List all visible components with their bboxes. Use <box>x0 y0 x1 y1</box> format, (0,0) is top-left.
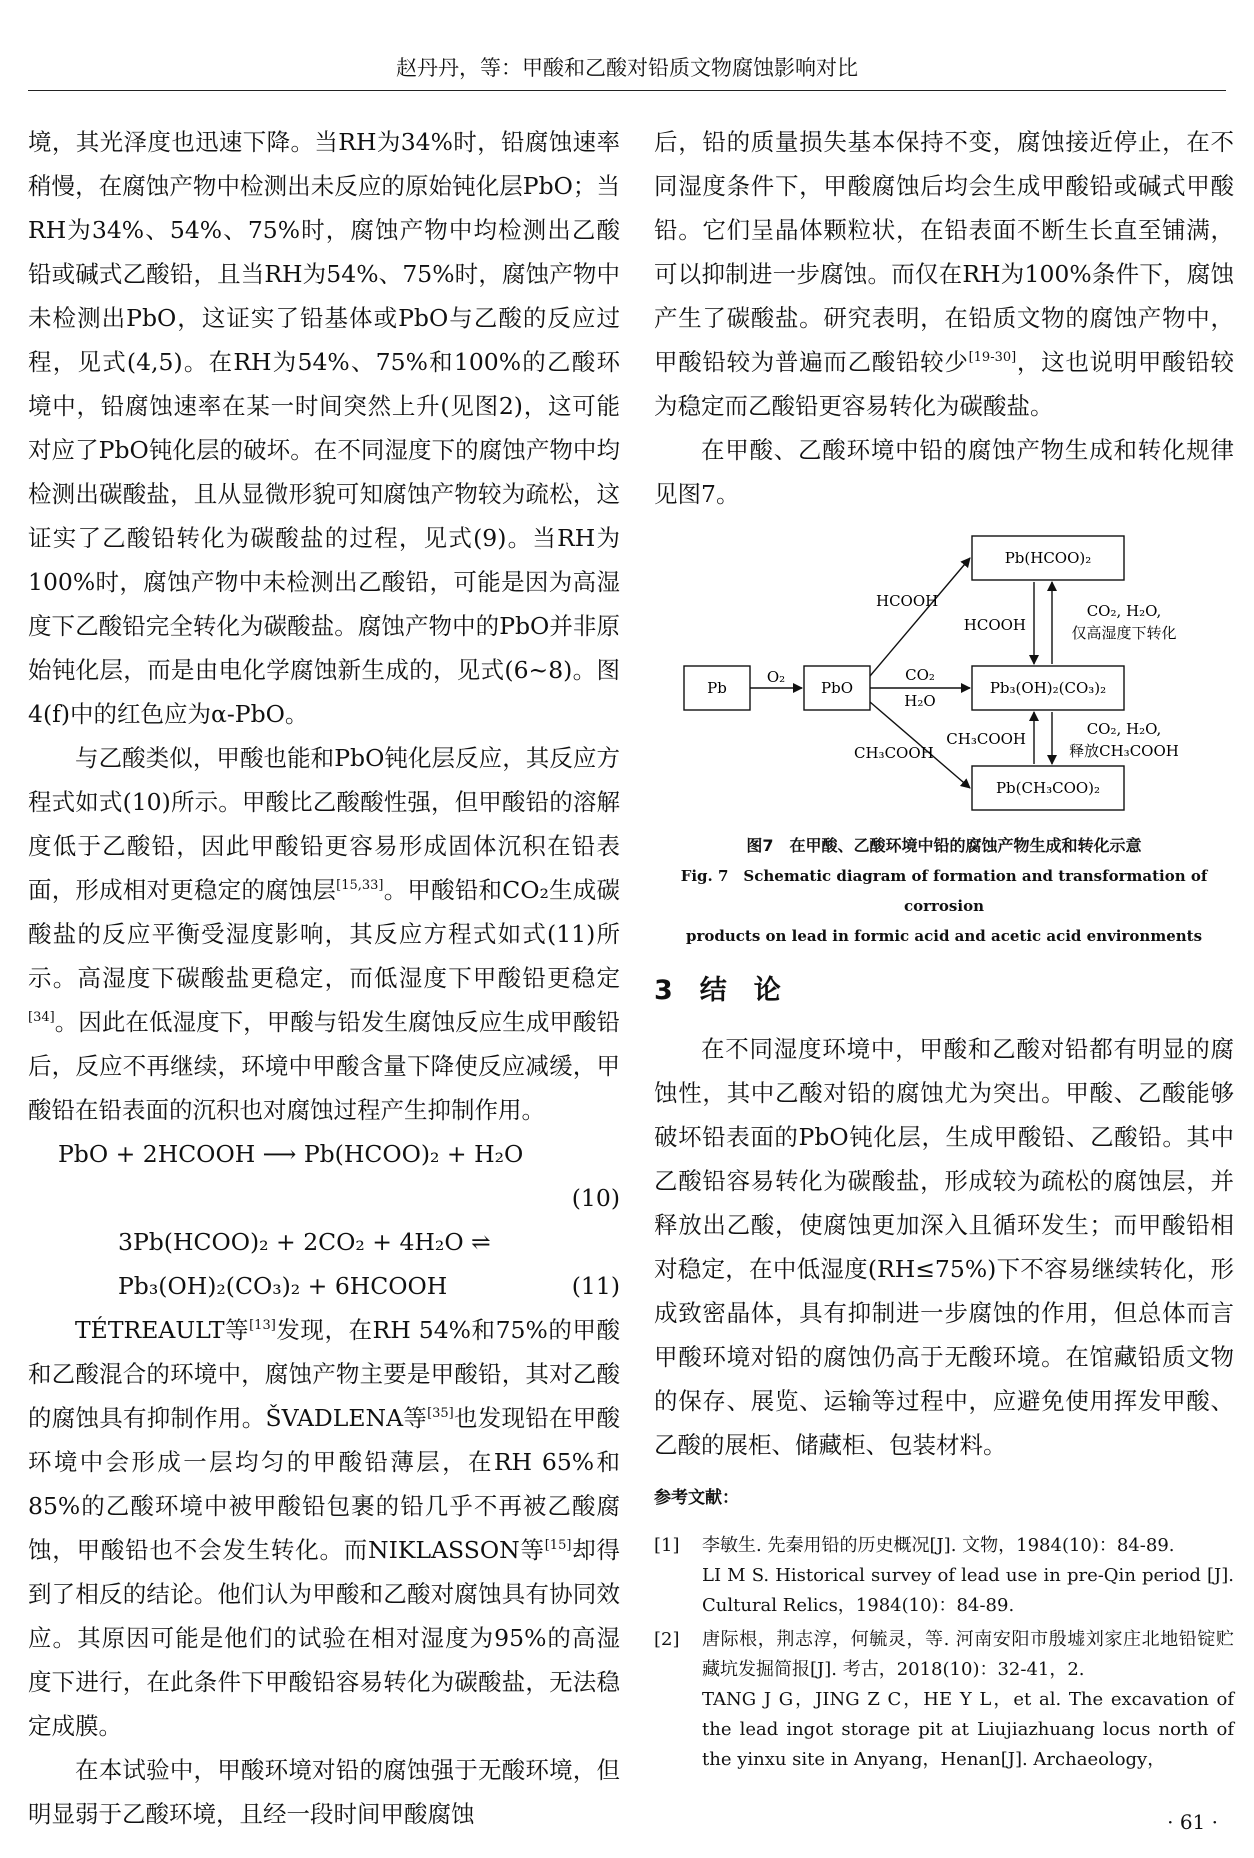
reference-item <box>654 1531 1234 1621</box>
label-hcooh: HCOOH <box>876 592 939 610</box>
corrosion-diagram <box>654 526 1234 831</box>
figure-7 <box>654 526 1234 831</box>
page-number: · 61 · <box>1167 1810 1218 1834</box>
equation-10-number-row <box>28 1176 620 1220</box>
right-paragraph-2: 在甲酸、乙酸环境中铅的腐蚀产物生成和转化规律见图7。 <box>654 436 1234 508</box>
left-paragraph-4: 在本试验中，甲酸环境对铅的腐蚀强于无酸环境，但明显弱于乙酸环境，且经一段时间甲酸腐蚀 <box>28 1756 620 1828</box>
citation: [35] <box>427 1406 454 1422</box>
citation: [15] <box>544 1538 572 1554</box>
figure-caption-en-2: products on lead in formic acid and acetic acid environments <box>685 927 1203 945</box>
label-hcooh-release: HCOOH <box>963 616 1026 634</box>
reference-cn: 唐际根，荆志淳，何毓灵，等. 河南安阳市殷墟刘家庄北地铅锭贮藏坑发掘简报[J]. 考古，2018(10)：32-41，2. <box>702 1629 1234 1680</box>
node-carbonate-label: Pb₃(OH)₂(CO₃)₂ <box>989 679 1107 697</box>
citation: [19-30] <box>968 350 1017 366</box>
left-paragraph-2: 与乙酸类似，甲酸也能和PbO钝化层反应，其反应方程式如式(10)所示。甲酸比乙酸酸性强，但甲酸铅的溶解度低于乙酸铅，因此甲酸铅更容易形成固体沉积在铅表面，形成相对更稳定的腐蚀层[15,33]。甲酸铅和CO₂生成碳酸盐的反应平衡受湿度影响，其反应方程式如式(11)所示。高湿度下碳酸盐更稳定，而低湿度下甲酸铅更稳定[34]。因此在低湿度下，甲酸与铅发生腐蚀反应生成甲酸铅后，反应不再继续，环境中甲酸含量下降使反应减缓，甲酸铅在铅表面的沉积也对腐蚀过程产生抑制作用。 <box>28 744 621 1124</box>
left-paragraph-1: 境，其光泽度也迅速下降。当RH为34%时，铅腐蚀速率稍慢，在腐蚀产物中检测出未反应的原始钝化层PbO；当RH为34%、54%、75%时，腐蚀产物中均检测出乙酸铅或碱式乙酸铅，且当RH为54%、75%时，腐蚀产物中未检测出PbO，这证实了铅基体或PbO与乙酸的反应过程，见式(4,5)。在RH为54%、75%和100%的乙酸环境中，铅腐蚀速率在某一时间突然上升(见图2)，这可能对应了PbO钝化层的破坏。在不同湿度下的腐蚀产物中均检测出碳酸盐，且从显微形貌可知腐蚀产物较为疏松，这证实了乙酸铅转化为碳酸盐的过程，见式(9)。当RH为100%时，腐蚀产物中未检测出乙酸铅，可能是因为高湿度下乙酸铅完全转化为碳酸盐。腐蚀产物中的PbO并非原始钝化层，而是由电化学腐蚀新生成的，见式(6~8)。图4(f)中的红色应为α-PbO。 <box>28 128 620 728</box>
equation-10: PbO + 2HCOOH ⟶ Pb(HCOO)₂ + H₂O <box>58 1140 524 1168</box>
equation-number: (11) <box>571 1272 620 1300</box>
citation: [13] <box>249 1318 276 1334</box>
label-formate-cond-1: CO₂, H₂O, <box>1086 602 1162 620</box>
reference-item <box>654 1625 1234 1775</box>
reference-cn: 李敏生. 先秦用铅的历史概况[J]. 文物，1984(10)：84-89. <box>702 1535 1175 1556</box>
figure-caption-en-1: Fig. 7 Schematic diagram of formation and transformation of corrosion <box>680 867 1208 915</box>
conclusion-paragraph: 在不同湿度环境中，甲酸和乙酸对铅都有明显的腐蚀性，其中乙酸对铅的腐蚀尤为突出。甲酸、乙酸能够破坏铅表面的PbO钝化层，生成甲酸铅、乙酸铅。其中乙酸铅容易转化为碳酸盐，形成较为疏松的腐蚀层，并释放出乙酸，使腐蚀更加深入且循环发生；而甲酸铅相对稳定，在中低湿度(RH≤75%)下不容易继续转化，形成致密晶体，具有抑制进一步腐蚀的作用，但总体而言甲酸环境对铅的腐蚀仍高于无酸环境。在馆藏铅质文物的保存、展览、运输等过程中，应避免使用挥发甲酸、乙酸的展柜、储藏柜、包装材料。 <box>654 1035 1234 1459</box>
references-title: 参考文献： <box>654 1488 739 1508</box>
label-co2: CO₂ <box>905 666 935 684</box>
node-pb-label: Pb <box>707 679 727 697</box>
left-column <box>28 120 620 1836</box>
equation-11-line-1: 3Pb(HCOO)₂ + 2CO₂ + 4H₂O ⇌ <box>118 1228 491 1256</box>
node-acetate-label: Pb(CH₃COO)₂ <box>995 779 1101 797</box>
equation-number: (10) <box>571 1184 620 1212</box>
left-paragraph-3: TÉTREAULT等[13]发现，在RH 54%和75%的甲酸和乙酸混合的环境中，腐蚀产物主要是甲酸铅，其对乙酸的腐蚀具有抑制作用。ŠVADLENA等[35]也发现铅在甲酸环境中会形成一层均匀的甲酸铅薄层，在RH 65%和85%的乙酸环境中被甲酸铅包裹的铅几乎不再被乙酸腐蚀，甲酸铅也不会发生转化。而NIKLASSON等[15]却得到了相反的结论。他们认为甲酸和乙酸对腐蚀具有协同效应。其原因可能是他们的试验在相对湿度为95%的高湿度下进行，在此条件下甲酸铅容易转化为碳酸盐，无法稳定成膜。 <box>28 1316 621 1740</box>
header-rule <box>28 90 1226 91</box>
node-pbo-label: PbO <box>821 679 853 697</box>
right-paragraph-1: 后，铅的质量损失基本保持不变，腐蚀接近停止，在不同湿度条件下，甲酸腐蚀后均会生成甲酸铅或碱式甲酸铅。它们呈晶体颗粒状，在铅表面不断生长直至铺满，可以抑制进一步腐蚀。而仅在RH为100%条件下，腐蚀产生了碳酸盐。研究表明，在铅质文物的腐蚀产物中，甲酸铅较为普遍而乙酸铅较少[19-30]，这也说明甲酸铅较为稳定而乙酸铅更容易转化为碳酸盐。 <box>654 128 1235 420</box>
reference-en: LI M S. Historical survey of lead use in pre-Qin period [J]. Cultural Relics，1984(10)：84-89. <box>702 1565 1234 1616</box>
label-ch3cooh: CH₃COOH <box>854 744 934 762</box>
running-header: 赵丹丹，等：甲酸和乙酸对铅质文物腐蚀影响对比 <box>396 56 858 80</box>
figure-caption-cn: 图7 在甲酸、乙酸环境中铅的腐蚀产物生成和转化示意 <box>746 836 1142 855</box>
node-formate-label: Pb(HCOO)₂ <box>1004 549 1092 567</box>
arrow-pbo-formate <box>870 558 970 676</box>
label-ch3cooh-release: CH₃COOH <box>946 730 1026 748</box>
label-h2o: H₂O <box>904 692 936 710</box>
label-o2: O₂ <box>766 668 786 686</box>
reference-number: [1] <box>654 1535 680 1556</box>
reference-number: [2] <box>654 1629 680 1650</box>
citation: [15,33] <box>336 878 384 894</box>
equation-11-line-2: Pb₃(OH)₂(CO₃)₂ + 6HCOOH (11) <box>28 1264 620 1308</box>
citation: [34] <box>28 1010 55 1026</box>
reference-en: TANG J G，JING Z C，HE Y L，et al. The excavation of the lead ingot storage pit at Liujiazhuang locus north of the yinxu site in Anyang，Henan[J]. Archaeology， <box>702 1689 1234 1770</box>
label-acetate-cond-2: 释放CH₃COOH <box>1069 742 1179 760</box>
label-formate-cond-2: 仅高湿度下转化 <box>1071 624 1177 642</box>
section-title: 3 结 论 <box>654 975 781 1006</box>
right-column <box>654 120 1234 1779</box>
label-acetate-cond-1: CO₂, H₂O, <box>1086 720 1162 738</box>
